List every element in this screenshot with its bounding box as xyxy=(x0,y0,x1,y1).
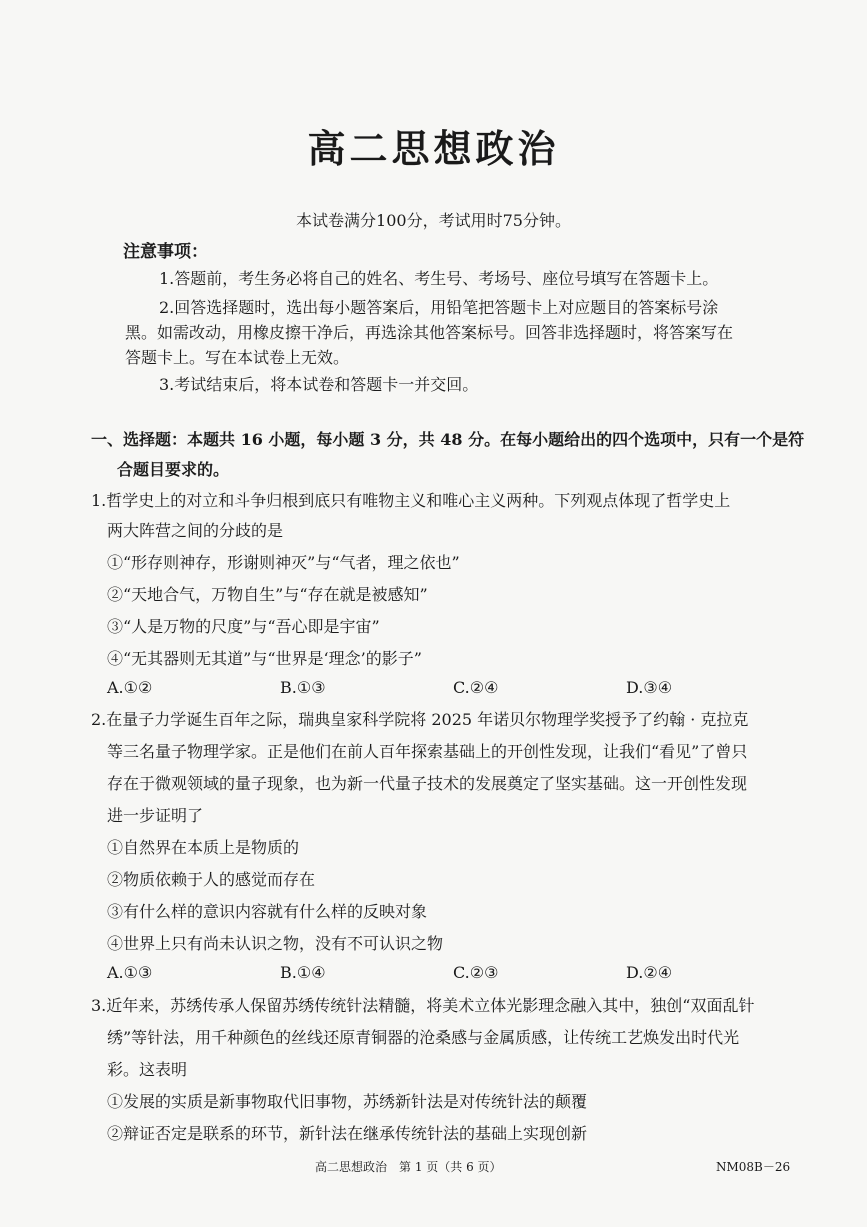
statement: ①自然界在本质上是物质的 xyxy=(107,838,300,857)
statement: ①“形存则神存，形谢则神灭”与“气者，理之依也” xyxy=(107,553,460,572)
question-stem: 彩。这表明 xyxy=(107,1060,188,1079)
option-c: C.②③ xyxy=(453,963,499,982)
note-line: 答题卡上。写在本试卷上无效。 xyxy=(125,348,350,367)
note-line: 3.考试结束后，将本试卷和答题卡一并交回。 xyxy=(159,375,479,394)
option-d: D.②④ xyxy=(626,963,673,982)
question-stem: 1.哲学史上的对立和斗争归根到底只有唯物主义和唯心主义两种。下列观点体现了哲学史上 xyxy=(91,491,731,510)
statement: ③“人是万物的尺度”与“吾心即是宇宙” xyxy=(107,617,380,636)
question-stem: 2.在量子力学诞生百年之际，瑞典皇家科学院将 2025 年诺贝尔物理学奖授予了约翰 · 克拉克 xyxy=(91,710,749,729)
statement: ④世界上只有尚未认识之物，没有不可认识之物 xyxy=(107,934,444,953)
section-heading: 一、选择题：本题共 16 小题，每小题 3 分，共 48 分。在每小题给出的四个选项中，只有一个是符 xyxy=(91,430,805,449)
option-a: A.①③ xyxy=(107,963,153,982)
question-stem: 两大阵营之间的分歧的是 xyxy=(107,521,284,540)
statement: ②物质依赖于人的感觉而存在 xyxy=(107,870,316,889)
exam-meta: 本试卷满分100分，考试用时75分钟。 xyxy=(296,211,571,230)
page-title: 高二思想政治 xyxy=(307,127,560,171)
footer-code: NM08B－26 xyxy=(716,1160,791,1174)
question-stem: 存在于微观领域的量子现象，也为新一代量子技术的发展奠定了坚实基础。这一开创性发现 xyxy=(107,774,748,793)
option-d: D.③④ xyxy=(626,678,673,697)
option-b: B.①③ xyxy=(280,678,326,697)
statement: ②辩证否定是联系的环节，新针法在继承传统针法的基础上实现创新 xyxy=(107,1124,588,1143)
note-line: 2.回答选择题时，选出每小题答案后，用铅笔把答题卡上对应题目的答案标号涂 xyxy=(159,298,719,317)
question-stem: 绣”等针法，用千种颜色的丝线还原青铜器的沧桑感与金属质感，让传统工艺焕发出时代光 xyxy=(107,1028,740,1047)
statement: ①发展的实质是新事物取代旧事物，苏绣新针法是对传统针法的颠覆 xyxy=(107,1092,588,1111)
question-stem: 进一步证明了 xyxy=(107,806,204,825)
footer-page-number: 高二思想政治 第 1 页（共 6 页） xyxy=(315,1160,502,1174)
note-line: 黑。如需改动，用橡皮擦干净后，再选涂其他答案标号。回答非选择题时，将答案写在 xyxy=(125,323,734,342)
question-stem: 3.近年来，苏绣传承人保留苏绣传统针法精髓，将美术立体光影理念融入其中，独创“双面乱针 xyxy=(91,996,755,1015)
option-c: C.②④ xyxy=(453,678,499,697)
statement: ②“天地合气，万物自生”与“存在就是被感知” xyxy=(107,585,428,604)
statement: ④“无其器则无其道”与“世界是‘理念’的影子” xyxy=(107,649,422,668)
option-b: B.①④ xyxy=(280,963,326,982)
notes-heading: 注意事项： xyxy=(123,242,208,262)
section-heading-cont: 合题目要求的。 xyxy=(117,460,230,479)
question-stem: 等三名量子物理学家。正是他们在前人百年探索基础上的开创性发现，让我们“看见”了曾只 xyxy=(107,742,748,761)
option-a: A.①② xyxy=(107,678,153,697)
note-line: 1.答题前，考生务必将自己的姓名、考生号、考场号、座位号填写在答题卡上。 xyxy=(159,269,719,288)
statement: ③有什么样的意识内容就有什么样的反映对象 xyxy=(107,902,428,921)
